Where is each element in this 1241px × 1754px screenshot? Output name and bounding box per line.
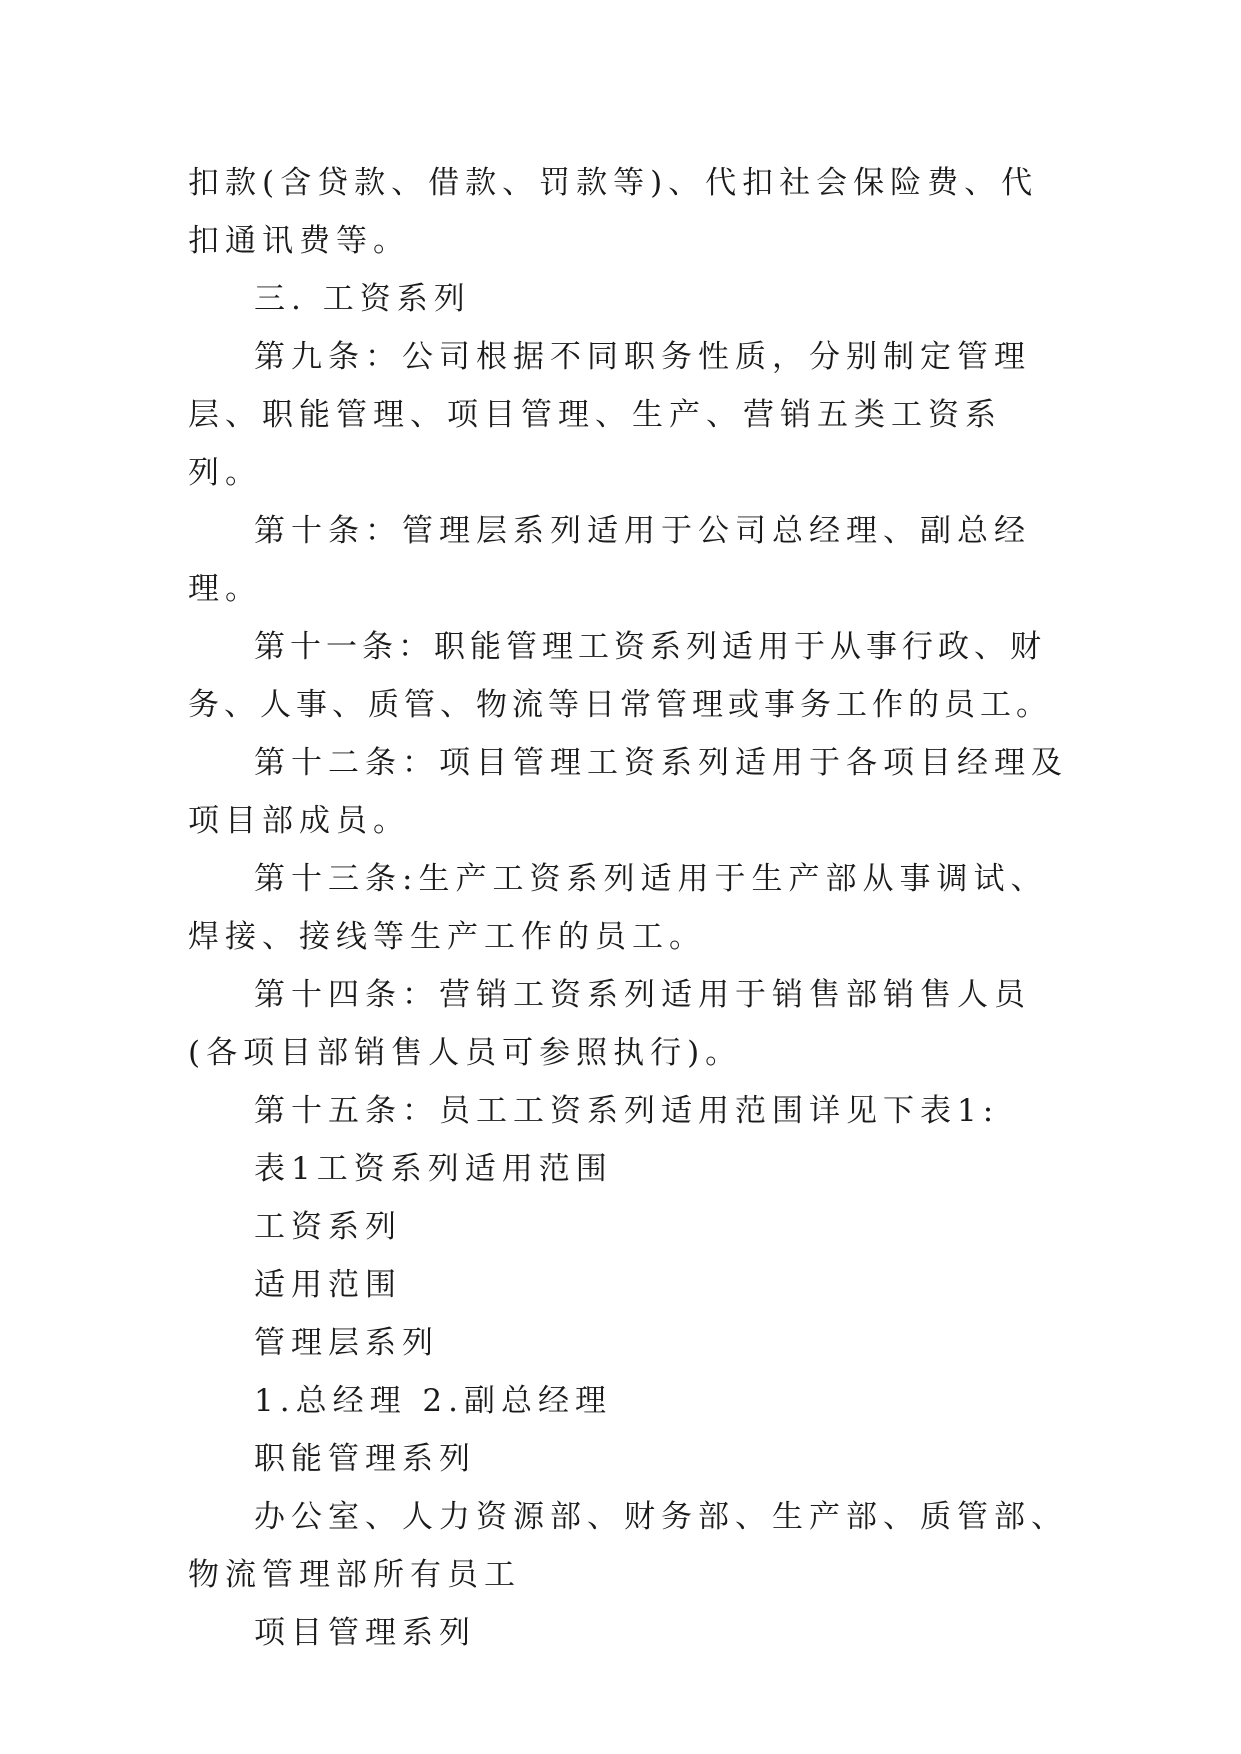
table-cell-project-series: 项目管理系列 [254,1615,476,1651]
article-15: 第十五条：员工工资系列适用范围详见下表1: [254,1093,1000,1129]
article-11: 第十一条：职能管理工资系列适用于从事行政、财务、人事、质管、物流等日常管理或事务工作的员工。 [188,629,1052,723]
table-header-salary-series: 工资系列 [254,1209,402,1245]
table-cell-management-scope: 1.总经理 2.副总经理 [254,1383,613,1419]
article-10: 第十条：管理层系列适用于公司总经理、副总经理。 [188,513,1031,607]
table-cell-management-series: 管理层系列 [254,1325,439,1361]
article-13: 第十三条:生产工资系列适用于生产部从事调试、焊接、接线等生产工作的员工。 [188,861,1048,955]
paragraph-deductions: 扣款(含贷款、借款、罚款等)、代扣社会保险费、代扣通讯费等。 [188,165,1039,259]
article-14: 第十四条：营销工资系列适用于销售部销售人员(各项目部销售人员可参照执行)。 [188,977,1031,1071]
document-body [188,154,1068,1662]
section-heading-salary-series: 三. 工资系列 [254,281,471,317]
table-cell-functional-series: 职能管理系列 [254,1441,476,1477]
table-cell-functional-scope: 办公室、人力资源部、财务部、生产部、质管部、物流管理部所有员工 [188,1499,1068,1593]
article-12: 第十二条：项目管理工资系列适用于各项目经理及项目部成员。 [188,745,1068,839]
table-header-scope: 适用范围 [254,1267,402,1303]
article-9: 第九条：公司根据不同职务性质，分别制定管理层、职能管理、项目管理、生产、营销五类工资系列。 [188,339,1031,491]
table-caption: 表1工资系列适用范围 [254,1151,613,1187]
